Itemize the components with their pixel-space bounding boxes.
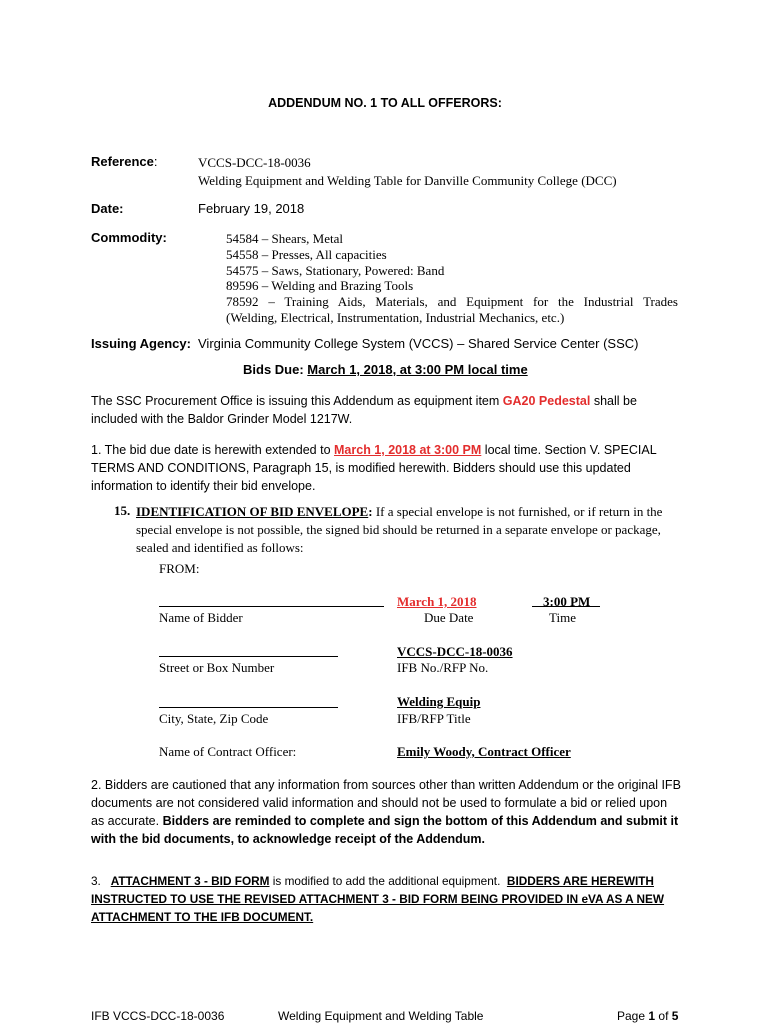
item-1-text: 1. The bid due date is herewith extended to [91, 443, 331, 457]
item-1-highlight: March 1, 2018 at 3:00 PM [334, 443, 482, 457]
bids-due-value: March 1, 2018, at 3:00 PM local time [307, 362, 528, 377]
current-page: 1 [648, 1009, 656, 1023]
due-date-label: Due Date [424, 610, 474, 625]
ifb-number-label: IFB No./RFP No. [397, 660, 489, 675]
footer-page-number [617, 1009, 678, 1023]
item-3-attachment: ATTACHMENT 3 - BID FORM [110, 874, 270, 888]
date-label: Date: [91, 201, 124, 216]
section-15-paragraph [136, 503, 676, 557]
item-1-paragraph [91, 441, 681, 495]
commodity-item: 54575 – Saws, Stationary, Powered: Band [226, 262, 445, 278]
from-label: FROM: [159, 561, 200, 576]
intro-text: The SSC Procurement Office is issuing this Addendum as equipment item [91, 394, 500, 408]
commodity-item: (Welding, Electrical, Instrumentation, Industrial Mechanics, etc.) [226, 309, 565, 325]
commodity-item: 54558 – Presses, All capacities [226, 246, 387, 262]
bids-due-label: Bids Due: [243, 362, 304, 377]
item-1-text-end: local time. Section V. SPECIAL TERMS AND CONDITIONS, Paragraph 15, is modified herewith. Bidders should use this updated information to identify their bid envelope. [91, 443, 657, 493]
reference-label-text: Reference [91, 154, 154, 169]
time-value: 3:00 PM [543, 594, 591, 609]
commodity-item: 78592 – Training Aids, Materials, and Equipment for the Industrial Trades [226, 294, 678, 310]
document-title: ADDENDUM NO. 1 TO ALL OFFERORS: [268, 96, 502, 110]
contract-officer-value: Emily Woody, Contract Officer [397, 744, 571, 759]
issuing-agency-label: Issuing Agency: [91, 336, 191, 351]
intro-highlight: GA20 Pedestal [502, 394, 591, 408]
ifb-number-value: VCCS-DCC-18-0036 [397, 644, 513, 659]
time-label: Time [549, 610, 576, 625]
ifb-title-label: IFB/RFP Title [397, 711, 471, 726]
city-line [159, 707, 338, 708]
section-15-heading: IDENTIFICATION OF BID ENVELOPE [136, 504, 369, 519]
total-pages: 5 [671, 1009, 679, 1023]
bidder-name-label: Name of Bidder [159, 610, 243, 625]
section-15-number: 15. [114, 503, 131, 518]
ifb-title-value: Welding Equip [397, 694, 481, 709]
issuing-agency-value: Virginia Community College System (VCCS) – Shared Service Center (SSC) [198, 336, 639, 351]
reference-description: Welding Equipment and Welding Table for Danville Community College (DCC) [198, 173, 617, 188]
street-line [159, 656, 338, 657]
footer-title: Welding Equipment and Welding Table [278, 1009, 484, 1023]
item-3-paragraph [91, 872, 683, 926]
footer-ifb-number: IFB VCCS-DCC-18-0036 [91, 1009, 225, 1023]
item-2-bold-text: Bidders are reminded to complete and sign the bottom of this Addendum and submit it with the bid documents, to acknowledge receipt of the Addendum. [91, 814, 679, 846]
page-of: of [658, 1009, 669, 1023]
commodity-item: 54584 – Shears, Metal [226, 231, 343, 246]
section-15-colon: : [368, 504, 373, 519]
item-2-text: 2. Bidders are cautioned that any information from sources other than written Addendum or the original IFB documents are not considered valid information and should not be used to formulate a bid or relied upon as accurate. [91, 778, 681, 828]
commodity-label: Commodity: [91, 230, 167, 245]
page-prefix: Page [617, 1009, 646, 1023]
item-2-paragraph [91, 776, 681, 848]
section-15-text: If a special envelope is not furnished, or if return in the special envelope is not possible, the signed bid should be returned in a separate envelope or package, sealed and identified as follows: [136, 504, 663, 555]
commodity-list [226, 231, 678, 326]
intro-paragraph [91, 392, 681, 428]
street-label: Street or Box Number [159, 660, 275, 675]
item-3-number: 3. [91, 874, 101, 888]
item-3-instruction: BIDDERS ARE HEREWITH INSTRUCTED TO USE THE REVISED ATTACHMENT 3 - BID FORM BEING PROVIDED IN eVA AS A NEW ATTACHMENT TO THE IFB DOCUMENT. [91, 874, 665, 924]
bidder-name-line [159, 606, 384, 607]
date-value: February 19, 2018 [198, 201, 305, 216]
item-3-text: is modified to add the additional equipment. [272, 874, 501, 888]
reference-number: VCCS-DCC-18-0036 [198, 155, 311, 170]
city-label: City, State, Zip Code [159, 711, 269, 726]
reference-colon: : [153, 154, 158, 169]
contract-officer-label: Name of Contract Officer: [159, 744, 297, 759]
due-date-value: March 1, 2018 [397, 594, 477, 609]
bids-due [243, 362, 528, 377]
commodity-item: 89596 – Welding and Brazing Tools [226, 278, 414, 294]
reference-label [91, 154, 158, 169]
intro-text-end: shall be included with the Baldor Grinder Model 1217W. [91, 394, 637, 426]
